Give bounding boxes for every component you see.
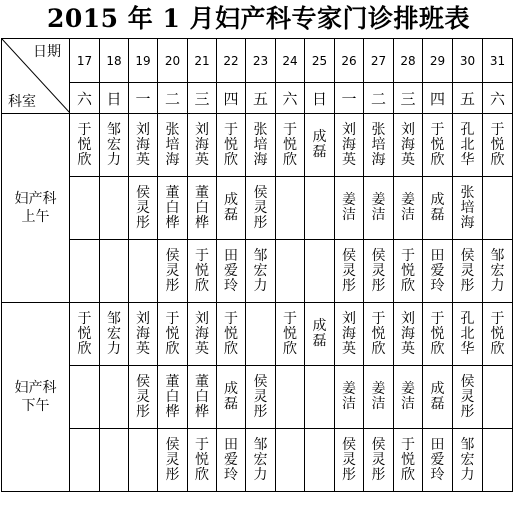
doctor-cell bbox=[100, 177, 129, 240]
doctor-name: 张培海 bbox=[253, 121, 268, 168]
doctor-name: 侯灵彤 bbox=[165, 436, 180, 483]
doctor-cell bbox=[394, 240, 423, 303]
doctor-cell bbox=[70, 114, 100, 177]
doctor-name: 邹宏力 bbox=[253, 436, 268, 483]
doctor-cell bbox=[100, 366, 129, 429]
doctor-cell bbox=[188, 303, 217, 366]
day-number-cell: 18 bbox=[100, 39, 129, 83]
doctor-cell bbox=[129, 303, 158, 366]
doctor-name: 侯灵彤 bbox=[460, 247, 475, 294]
doctor-cell bbox=[305, 177, 335, 240]
doctor-name: 董白桦 bbox=[165, 373, 180, 420]
weekday-cell: 四 bbox=[217, 83, 246, 114]
doctor-name: 姜洁 bbox=[342, 192, 356, 223]
doctor-name: 于悦欣 bbox=[283, 121, 297, 168]
doctor-name: 刘海英 bbox=[195, 121, 209, 168]
day-number-cell: 23 bbox=[246, 39, 276, 83]
doctor-cell bbox=[364, 366, 394, 429]
doctor-name: 邹宏力 bbox=[107, 310, 121, 357]
doctor-name: 于悦欣 bbox=[490, 121, 505, 168]
doctor-name: 姜洁 bbox=[371, 192, 386, 223]
doctor-name: 侯灵彤 bbox=[342, 436, 356, 483]
table-row bbox=[2, 429, 513, 492]
doctor-cell bbox=[217, 429, 246, 492]
doctor-cell bbox=[129, 429, 158, 492]
doctor-cell bbox=[158, 177, 188, 240]
doctor-cell bbox=[364, 114, 394, 177]
doctor-name: 于悦欣 bbox=[224, 121, 238, 168]
weekday-cell: 二 bbox=[364, 83, 394, 114]
doctor-cell bbox=[276, 240, 305, 303]
doctor-cell bbox=[246, 366, 276, 429]
doctor-cell bbox=[335, 366, 364, 429]
page-title: 2015 年 1 月妇产科专家门诊排班表 bbox=[46, 4, 471, 33]
doctor-name: 刘海英 bbox=[195, 310, 209, 357]
department-label-line: 妇产科 bbox=[14, 380, 57, 396]
weekday-cell: 日 bbox=[100, 83, 129, 114]
doctor-name: 田爱玲 bbox=[224, 436, 238, 483]
doctor-cell bbox=[217, 177, 246, 240]
doctor-cell bbox=[483, 429, 513, 492]
department-label-cell bbox=[2, 303, 70, 492]
day-number-cell: 17 bbox=[70, 39, 100, 83]
table-row bbox=[2, 240, 513, 303]
header-corner-cell bbox=[2, 39, 70, 114]
doctor-cell bbox=[305, 366, 335, 429]
doctor-cell bbox=[246, 240, 276, 303]
doctor-cell bbox=[483, 303, 513, 366]
doctor-name: 于悦欣 bbox=[401, 247, 415, 294]
doctor-cell bbox=[70, 240, 100, 303]
doctor-name: 董白桦 bbox=[165, 184, 180, 231]
doctor-cell bbox=[129, 114, 158, 177]
doctor-name: 于悦欣 bbox=[77, 310, 92, 357]
doctor-cell bbox=[158, 366, 188, 429]
doctor-cell bbox=[70, 366, 100, 429]
weekday-cell: 五 bbox=[453, 83, 483, 114]
doctor-cell bbox=[276, 114, 305, 177]
weekday-cell: 五 bbox=[246, 83, 276, 114]
weekday-cell: 日 bbox=[305, 83, 335, 114]
doctor-name: 刘海英 bbox=[136, 121, 150, 168]
doctor-cell bbox=[394, 114, 423, 177]
day-number-cell: 22 bbox=[217, 39, 246, 83]
doctor-cell bbox=[335, 240, 364, 303]
doctor-cell bbox=[423, 429, 453, 492]
doctor-name: 张培海 bbox=[371, 121, 386, 168]
weekday-cell: 一 bbox=[335, 83, 364, 114]
doctor-cell bbox=[70, 303, 100, 366]
doctor-cell bbox=[364, 429, 394, 492]
weekday-cell: 三 bbox=[188, 83, 217, 114]
doctor-name: 刘海英 bbox=[342, 121, 356, 168]
doctor-name: 于悦欣 bbox=[77, 121, 92, 168]
doctor-cell bbox=[129, 240, 158, 303]
doctor-cell bbox=[158, 429, 188, 492]
doctor-cell bbox=[305, 240, 335, 303]
doctor-name: 刘海英 bbox=[401, 121, 415, 168]
doctor-cell bbox=[188, 114, 217, 177]
doctor-cell bbox=[217, 240, 246, 303]
day-number-cell: 26 bbox=[335, 39, 364, 83]
doctor-cell bbox=[188, 366, 217, 429]
day-number-cell: 20 bbox=[158, 39, 188, 83]
doctor-cell bbox=[217, 114, 246, 177]
doctor-cell bbox=[100, 429, 129, 492]
table-row bbox=[2, 177, 513, 240]
doctor-cell bbox=[276, 429, 305, 492]
doctor-cell bbox=[394, 366, 423, 429]
day-number-cell: 21 bbox=[188, 39, 217, 83]
doctor-cell bbox=[188, 177, 217, 240]
doctor-name: 侯灵彤 bbox=[342, 247, 356, 294]
doctor-name: 于悦欣 bbox=[195, 436, 209, 483]
department-label-cell bbox=[2, 114, 70, 303]
doctor-cell bbox=[100, 303, 129, 366]
doctor-cell bbox=[453, 303, 483, 366]
doctor-name: 姜洁 bbox=[371, 381, 386, 412]
doctor-name: 成磊 bbox=[224, 192, 238, 223]
doctor-cell bbox=[483, 177, 513, 240]
doctor-cell bbox=[394, 303, 423, 366]
doctor-cell bbox=[129, 177, 158, 240]
doctor-cell bbox=[305, 429, 335, 492]
doctor-name: 田爱玲 bbox=[430, 436, 445, 483]
doctor-name: 侯灵彤 bbox=[371, 436, 386, 483]
doctor-cell bbox=[453, 366, 483, 429]
doctor-name: 于悦欣 bbox=[195, 247, 209, 294]
doctor-name: 成磊 bbox=[312, 318, 327, 349]
doctor-cell bbox=[335, 177, 364, 240]
doctor-name: 董白桦 bbox=[195, 184, 209, 231]
day-number-cell: 19 bbox=[129, 39, 158, 83]
doctor-cell bbox=[188, 240, 217, 303]
doctor-name: 于悦欣 bbox=[430, 310, 445, 357]
table-row bbox=[2, 303, 513, 366]
doctor-cell bbox=[364, 240, 394, 303]
doctor-cell bbox=[423, 114, 453, 177]
doctor-cell bbox=[158, 240, 188, 303]
doctor-name: 侯灵彤 bbox=[136, 373, 150, 420]
doctor-cell bbox=[483, 366, 513, 429]
doctor-name: 于悦欣 bbox=[224, 310, 238, 357]
department-label-line: 下午 bbox=[21, 398, 50, 414]
doctor-cell bbox=[423, 177, 453, 240]
doctor-cell bbox=[453, 429, 483, 492]
doctor-cell bbox=[453, 240, 483, 303]
doctor-name: 成磊 bbox=[224, 381, 238, 412]
doctor-name: 孔北华 bbox=[460, 310, 475, 357]
day-number-cell: 30 bbox=[453, 39, 483, 83]
doctor-cell bbox=[453, 177, 483, 240]
doctor-name: 张培海 bbox=[165, 121, 180, 168]
doctor-name: 董白桦 bbox=[195, 373, 209, 420]
weekday-cell: 六 bbox=[276, 83, 305, 114]
doctor-name: 侯灵彤 bbox=[253, 373, 268, 420]
doctor-cell bbox=[394, 177, 423, 240]
doctor-name: 于悦欣 bbox=[371, 310, 386, 357]
doctor-name: 于悦欣 bbox=[430, 121, 445, 168]
doctor-cell bbox=[246, 429, 276, 492]
day-number-cell: 28 bbox=[394, 39, 423, 83]
doctor-cell bbox=[217, 366, 246, 429]
doctor-name: 田爱玲 bbox=[430, 247, 445, 294]
doctor-name: 邹宏力 bbox=[107, 121, 121, 168]
doctor-name: 张培海 bbox=[460, 184, 475, 231]
doctor-name: 孔北华 bbox=[460, 121, 475, 168]
weekday-cell: 六 bbox=[483, 83, 513, 114]
doctor-cell bbox=[246, 114, 276, 177]
corner-date-label: 日期 bbox=[33, 44, 61, 60]
doctor-name: 侯灵彤 bbox=[460, 373, 475, 420]
doctor-cell bbox=[483, 114, 513, 177]
doctor-name: 侯灵彤 bbox=[371, 247, 386, 294]
doctor-cell bbox=[453, 114, 483, 177]
doctor-name: 成磊 bbox=[430, 192, 445, 223]
doctor-cell bbox=[335, 303, 364, 366]
doctor-cell bbox=[100, 114, 129, 177]
doctor-name: 成磊 bbox=[430, 381, 445, 412]
doctor-name: 刘海英 bbox=[136, 310, 150, 357]
weekday-cell: 四 bbox=[423, 83, 453, 114]
doctor-name: 邹宏力 bbox=[490, 247, 505, 294]
corner-dept-label: 科室 bbox=[8, 94, 36, 110]
doctor-cell bbox=[423, 303, 453, 366]
doctor-name: 邹宏力 bbox=[253, 247, 268, 294]
doctor-name: 姜洁 bbox=[401, 381, 415, 412]
weekday-cell: 二 bbox=[158, 83, 188, 114]
doctor-name: 侯灵彤 bbox=[253, 184, 268, 231]
day-number-cell: 24 bbox=[276, 39, 305, 83]
doctor-cell bbox=[483, 240, 513, 303]
department-label-line: 上午 bbox=[21, 209, 50, 225]
day-number-cell: 31 bbox=[483, 39, 513, 83]
doctor-cell bbox=[129, 366, 158, 429]
day-number-cell: 27 bbox=[364, 39, 394, 83]
day-number-cell: 25 bbox=[305, 39, 335, 83]
doctor-name: 于悦欣 bbox=[490, 310, 505, 357]
doctor-cell bbox=[70, 177, 100, 240]
doctor-cell bbox=[158, 114, 188, 177]
doctor-cell bbox=[394, 429, 423, 492]
schedule-table bbox=[1, 38, 513, 492]
doctor-cell bbox=[188, 429, 217, 492]
doctor-cell bbox=[246, 177, 276, 240]
doctor-name: 成磊 bbox=[312, 129, 327, 160]
doctor-name: 刘海英 bbox=[342, 310, 356, 357]
doctor-name: 姜洁 bbox=[401, 192, 415, 223]
doctor-cell bbox=[364, 303, 394, 366]
doctor-name: 于悦欣 bbox=[283, 310, 297, 357]
table-row bbox=[2, 366, 513, 429]
doctor-name: 侯灵彤 bbox=[165, 247, 180, 294]
doctor-cell bbox=[305, 303, 335, 366]
doctor-cell bbox=[100, 240, 129, 303]
doctor-cell bbox=[276, 366, 305, 429]
doctor-name: 刘海英 bbox=[401, 310, 415, 357]
doctor-cell bbox=[364, 177, 394, 240]
doctor-name: 于悦欣 bbox=[165, 310, 180, 357]
doctor-cell bbox=[423, 366, 453, 429]
doctor-cell bbox=[158, 303, 188, 366]
doctor-cell bbox=[335, 429, 364, 492]
doctor-name: 田爱玲 bbox=[224, 247, 238, 294]
table-row bbox=[2, 114, 513, 177]
doctor-cell bbox=[70, 429, 100, 492]
doctor-cell bbox=[276, 177, 305, 240]
doctor-cell bbox=[217, 303, 246, 366]
doctor-name: 邹宏力 bbox=[460, 436, 475, 483]
weekday-cell: 一 bbox=[129, 83, 158, 114]
doctor-name: 侯灵彤 bbox=[136, 184, 150, 231]
doctor-cell bbox=[276, 303, 305, 366]
weekday-cell: 三 bbox=[394, 83, 423, 114]
doctor-name: 姜洁 bbox=[342, 381, 356, 412]
doctor-cell bbox=[335, 114, 364, 177]
doctor-cell bbox=[246, 303, 276, 366]
day-number-cell: 29 bbox=[423, 39, 453, 83]
doctor-name: 于悦欣 bbox=[401, 436, 415, 483]
doctor-cell bbox=[305, 114, 335, 177]
weekday-cell: 六 bbox=[70, 83, 100, 114]
department-label-line: 妇产科 bbox=[14, 191, 57, 207]
doctor-cell bbox=[423, 240, 453, 303]
